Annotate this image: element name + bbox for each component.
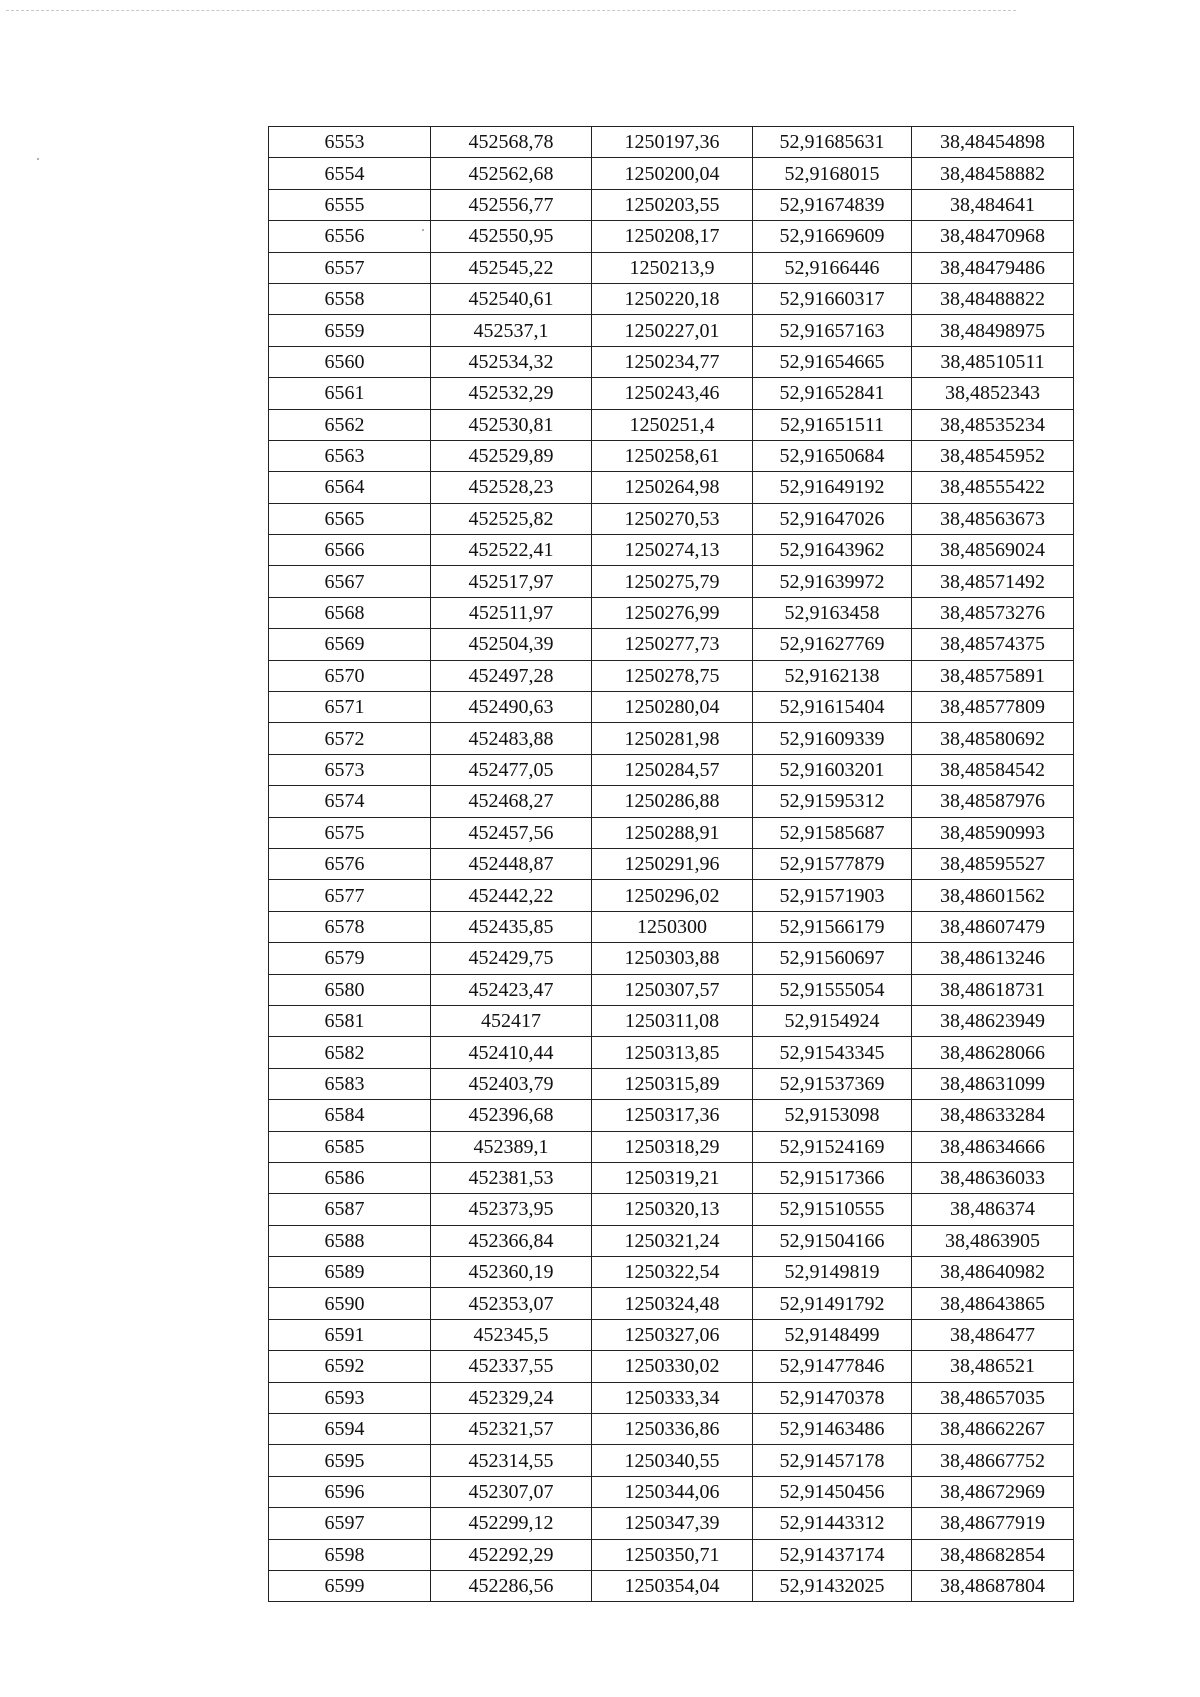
point-number-cell: 6559	[269, 315, 431, 346]
point-number-cell: 6573	[269, 754, 431, 785]
latitude-cell: 52,91685631	[753, 127, 912, 158]
longitude-cell: 38,48590993	[912, 817, 1074, 848]
point-number-cell: 6574	[269, 786, 431, 817]
table-row	[269, 1351, 1074, 1382]
latitude-cell: 52,9153098	[753, 1100, 912, 1131]
point-number-cell: 6557	[269, 252, 431, 283]
x-coordinate-cell: 452529,89	[431, 440, 592, 471]
table-row	[269, 409, 1074, 440]
longitude-cell: 38,48628066	[912, 1037, 1074, 1068]
longitude-cell: 38,48454898	[912, 127, 1074, 158]
point-number-cell: 6599	[269, 1570, 431, 1601]
x-coordinate-cell: 452568,78	[431, 127, 592, 158]
point-number-cell: 6582	[269, 1037, 431, 1068]
latitude-cell: 52,91657163	[753, 315, 912, 346]
point-number-cell: 6578	[269, 911, 431, 942]
point-number-cell: 6594	[269, 1414, 431, 1445]
y-coordinate-cell: 1250275,79	[592, 566, 753, 597]
table-row	[269, 1005, 1074, 1036]
table-row	[269, 503, 1074, 534]
table-row	[269, 848, 1074, 879]
point-number-cell: 6597	[269, 1508, 431, 1539]
latitude-cell: 52,91669609	[753, 221, 912, 252]
y-coordinate-cell: 1250307,57	[592, 974, 753, 1005]
longitude-cell: 38,486477	[912, 1319, 1074, 1350]
longitude-cell: 38,48682854	[912, 1539, 1074, 1570]
point-number-cell: 6588	[269, 1225, 431, 1256]
coordinates-table-body	[269, 127, 1074, 1602]
point-number-cell: 6565	[269, 503, 431, 534]
longitude-cell: 38,48607479	[912, 911, 1074, 942]
y-coordinate-cell: 1250270,53	[592, 503, 753, 534]
longitude-cell: 38,48584542	[912, 754, 1074, 785]
longitude-cell: 38,4852343	[912, 378, 1074, 409]
longitude-cell: 38,48613246	[912, 943, 1074, 974]
scan-speck	[37, 158, 39, 160]
y-coordinate-cell: 1250311,08	[592, 1005, 753, 1036]
table-row	[269, 1382, 1074, 1413]
longitude-cell: 38,48587976	[912, 786, 1074, 817]
latitude-cell: 52,9168015	[753, 158, 912, 189]
table-row	[269, 1508, 1074, 1539]
x-coordinate-cell: 452353,07	[431, 1288, 592, 1319]
point-number-cell: 6581	[269, 1005, 431, 1036]
point-number-cell: 6586	[269, 1162, 431, 1193]
point-number-cell: 6587	[269, 1194, 431, 1225]
x-coordinate-cell: 452530,81	[431, 409, 592, 440]
y-coordinate-cell: 1250243,46	[592, 378, 753, 409]
latitude-cell: 52,91437174	[753, 1539, 912, 1570]
latitude-cell: 52,91470378	[753, 1382, 912, 1413]
y-coordinate-cell: 1250276,99	[592, 597, 753, 628]
longitude-cell: 38,48618731	[912, 974, 1074, 1005]
point-number-cell: 6580	[269, 974, 431, 1005]
x-coordinate-cell: 452457,56	[431, 817, 592, 848]
latitude-cell: 52,91654665	[753, 346, 912, 377]
table-row	[269, 566, 1074, 597]
x-coordinate-cell: 452373,95	[431, 1194, 592, 1225]
table-row	[269, 660, 1074, 691]
x-coordinate-cell: 452532,29	[431, 378, 592, 409]
table-row	[269, 1476, 1074, 1507]
point-number-cell: 6577	[269, 880, 431, 911]
x-coordinate-cell: 452545,22	[431, 252, 592, 283]
latitude-cell: 52,91443312	[753, 1508, 912, 1539]
longitude-cell: 38,484641	[912, 189, 1074, 220]
y-coordinate-cell: 1250277,73	[592, 629, 753, 660]
table-row	[269, 943, 1074, 974]
x-coordinate-cell: 452517,97	[431, 566, 592, 597]
longitude-cell: 38,48563673	[912, 503, 1074, 534]
x-coordinate-cell: 452321,57	[431, 1414, 592, 1445]
y-coordinate-cell: 1250296,02	[592, 880, 753, 911]
y-coordinate-cell: 1250317,36	[592, 1100, 753, 1131]
latitude-cell: 52,91571903	[753, 880, 912, 911]
x-coordinate-cell: 452286,56	[431, 1570, 592, 1601]
point-number-cell: 6554	[269, 158, 431, 189]
longitude-cell: 38,48677919	[912, 1508, 1074, 1539]
table-row	[269, 754, 1074, 785]
longitude-cell: 38,48479486	[912, 252, 1074, 283]
latitude-cell: 52,91517366	[753, 1162, 912, 1193]
point-number-cell: 6570	[269, 660, 431, 691]
y-coordinate-cell: 1250274,13	[592, 535, 753, 566]
y-coordinate-cell: 1250344,06	[592, 1476, 753, 1507]
y-coordinate-cell: 1250286,88	[592, 786, 753, 817]
y-coordinate-cell: 1250340,55	[592, 1445, 753, 1476]
table-row	[269, 158, 1074, 189]
table-row	[269, 786, 1074, 817]
point-number-cell: 6590	[269, 1288, 431, 1319]
longitude-cell: 38,48595527	[912, 848, 1074, 879]
x-coordinate-cell: 452337,55	[431, 1351, 592, 1382]
longitude-cell: 38,48636033	[912, 1162, 1074, 1193]
table-row	[269, 629, 1074, 660]
latitude-cell: 52,91660317	[753, 283, 912, 314]
latitude-cell: 52,91585687	[753, 817, 912, 848]
latitude-cell: 52,91577879	[753, 848, 912, 879]
point-number-cell: 6568	[269, 597, 431, 628]
y-coordinate-cell: 1250324,48	[592, 1288, 753, 1319]
latitude-cell: 52,91651511	[753, 409, 912, 440]
y-coordinate-cell: 1250336,86	[592, 1414, 753, 1445]
x-coordinate-cell: 452389,1	[431, 1131, 592, 1162]
latitude-cell: 52,91652841	[753, 378, 912, 409]
y-coordinate-cell: 1250264,98	[592, 472, 753, 503]
table-row	[269, 817, 1074, 848]
y-coordinate-cell: 1250251,4	[592, 409, 753, 440]
latitude-cell: 52,91674839	[753, 189, 912, 220]
point-number-cell: 6589	[269, 1257, 431, 1288]
table-row	[269, 127, 1074, 158]
table-row	[269, 1445, 1074, 1476]
y-coordinate-cell: 1250327,06	[592, 1319, 753, 1350]
table-row	[269, 1162, 1074, 1193]
longitude-cell: 38,48574375	[912, 629, 1074, 660]
x-coordinate-cell: 452410,44	[431, 1037, 592, 1068]
latitude-cell: 52,91627769	[753, 629, 912, 660]
latitude-cell: 52,91524169	[753, 1131, 912, 1162]
point-number-cell: 6579	[269, 943, 431, 974]
table-row	[269, 472, 1074, 503]
x-coordinate-cell: 452490,63	[431, 692, 592, 723]
y-coordinate-cell: 1250197,36	[592, 127, 753, 158]
y-coordinate-cell: 1250303,88	[592, 943, 753, 974]
latitude-cell: 52,91649192	[753, 472, 912, 503]
longitude-cell: 38,4863905	[912, 1225, 1074, 1256]
table-row	[269, 1539, 1074, 1570]
latitude-cell: 52,91463486	[753, 1414, 912, 1445]
x-coordinate-cell: 452550,95	[431, 221, 592, 252]
longitude-cell: 38,48571492	[912, 566, 1074, 597]
x-coordinate-cell: 452537,1	[431, 315, 592, 346]
latitude-cell: 52,9149819	[753, 1257, 912, 1288]
latitude-cell: 52,91603201	[753, 754, 912, 785]
table-row	[269, 535, 1074, 566]
x-coordinate-cell: 452556,77	[431, 189, 592, 220]
latitude-cell: 52,91609339	[753, 723, 912, 754]
x-coordinate-cell: 452442,22	[431, 880, 592, 911]
y-coordinate-cell: 1250258,61	[592, 440, 753, 471]
latitude-cell: 52,91595312	[753, 786, 912, 817]
longitude-cell: 38,48634666	[912, 1131, 1074, 1162]
x-coordinate-cell: 452366,84	[431, 1225, 592, 1256]
y-coordinate-cell: 1250319,21	[592, 1162, 753, 1193]
longitude-cell: 38,48577809	[912, 692, 1074, 723]
longitude-cell: 38,48470968	[912, 221, 1074, 252]
longitude-cell: 38,48488822	[912, 283, 1074, 314]
y-coordinate-cell: 1250318,29	[592, 1131, 753, 1162]
y-coordinate-cell: 1250220,18	[592, 283, 753, 314]
y-coordinate-cell: 1250203,55	[592, 189, 753, 220]
table-row	[269, 880, 1074, 911]
x-coordinate-cell: 452468,27	[431, 786, 592, 817]
longitude-cell: 38,48601562	[912, 880, 1074, 911]
x-coordinate-cell: 452497,28	[431, 660, 592, 691]
longitude-cell: 38,48569024	[912, 535, 1074, 566]
latitude-cell: 52,91491792	[753, 1288, 912, 1319]
y-coordinate-cell: 1250234,77	[592, 346, 753, 377]
table-row	[269, 440, 1074, 471]
latitude-cell: 52,9162138	[753, 660, 912, 691]
x-coordinate-cell: 452423,47	[431, 974, 592, 1005]
point-number-cell: 6575	[269, 817, 431, 848]
point-number-cell: 6572	[269, 723, 431, 754]
latitude-cell: 52,91555054	[753, 974, 912, 1005]
coordinates-table	[268, 126, 1074, 1602]
table-row	[269, 315, 1074, 346]
x-coordinate-cell: 452360,19	[431, 1257, 592, 1288]
point-number-cell: 6564	[269, 472, 431, 503]
table-row	[269, 1225, 1074, 1256]
point-number-cell: 6598	[269, 1539, 431, 1570]
x-coordinate-cell: 452396,68	[431, 1100, 592, 1131]
y-coordinate-cell: 1250347,39	[592, 1508, 753, 1539]
y-coordinate-cell: 1250321,24	[592, 1225, 753, 1256]
x-coordinate-cell: 452525,82	[431, 503, 592, 534]
longitude-cell: 38,48580692	[912, 723, 1074, 754]
table-row	[269, 692, 1074, 723]
y-coordinate-cell: 1250280,04	[592, 692, 753, 723]
longitude-cell: 38,48510511	[912, 346, 1074, 377]
latitude-cell: 52,91650684	[753, 440, 912, 471]
table-row	[269, 221, 1074, 252]
latitude-cell: 52,91647026	[753, 503, 912, 534]
longitude-cell: 38,48545952	[912, 440, 1074, 471]
point-number-cell: 6553	[269, 127, 431, 158]
longitude-cell: 38,48575891	[912, 660, 1074, 691]
point-number-cell: 6562	[269, 409, 431, 440]
longitude-cell: 38,48555422	[912, 472, 1074, 503]
longitude-cell: 38,48458882	[912, 158, 1074, 189]
x-coordinate-cell: 452314,55	[431, 1445, 592, 1476]
y-coordinate-cell: 1250284,57	[592, 754, 753, 785]
latitude-cell: 52,91432025	[753, 1570, 912, 1601]
table-row	[269, 911, 1074, 942]
point-number-cell: 6596	[269, 1476, 431, 1507]
point-number-cell: 6567	[269, 566, 431, 597]
x-coordinate-cell: 452429,75	[431, 943, 592, 974]
latitude-cell: 52,91566179	[753, 911, 912, 942]
longitude-cell: 38,48631099	[912, 1068, 1074, 1099]
table-row	[269, 1100, 1074, 1131]
point-number-cell: 6566	[269, 535, 431, 566]
x-coordinate-cell: 452435,85	[431, 911, 592, 942]
point-number-cell: 6583	[269, 1068, 431, 1099]
x-coordinate-cell: 452345,5	[431, 1319, 592, 1350]
x-coordinate-cell: 452403,79	[431, 1068, 592, 1099]
longitude-cell: 38,48535234	[912, 409, 1074, 440]
point-number-cell: 6571	[269, 692, 431, 723]
y-coordinate-cell: 1250315,89	[592, 1068, 753, 1099]
scan-edge-line	[6, 10, 1016, 11]
latitude-cell: 52,91450456	[753, 1476, 912, 1507]
point-number-cell: 6595	[269, 1445, 431, 1476]
y-coordinate-cell: 1250213,9	[592, 252, 753, 283]
longitude-cell: 38,48640982	[912, 1257, 1074, 1288]
latitude-cell: 52,91457178	[753, 1445, 912, 1476]
y-coordinate-cell: 1250208,17	[592, 221, 753, 252]
point-number-cell: 6569	[269, 629, 431, 660]
longitude-cell: 38,48672969	[912, 1476, 1074, 1507]
x-coordinate-cell: 452534,32	[431, 346, 592, 377]
y-coordinate-cell: 1250333,34	[592, 1382, 753, 1413]
latitude-cell: 52,91477846	[753, 1351, 912, 1382]
latitude-cell: 52,91543345	[753, 1037, 912, 1068]
point-number-cell: 6591	[269, 1319, 431, 1350]
longitude-cell: 38,48498975	[912, 315, 1074, 346]
point-number-cell: 6593	[269, 1382, 431, 1413]
y-coordinate-cell: 1250354,04	[592, 1570, 753, 1601]
y-coordinate-cell: 1250281,98	[592, 723, 753, 754]
x-coordinate-cell: 452540,61	[431, 283, 592, 314]
table-row	[269, 1319, 1074, 1350]
table-row	[269, 1131, 1074, 1162]
latitude-cell: 52,91560697	[753, 943, 912, 974]
x-coordinate-cell: 452381,53	[431, 1162, 592, 1193]
table-row	[269, 1068, 1074, 1099]
latitude-cell: 52,91643962	[753, 535, 912, 566]
latitude-cell: 52,91510555	[753, 1194, 912, 1225]
x-coordinate-cell: 452477,05	[431, 754, 592, 785]
y-coordinate-cell: 1250300	[592, 911, 753, 942]
y-coordinate-cell: 1250200,04	[592, 158, 753, 189]
table-row	[269, 1288, 1074, 1319]
latitude-cell: 52,9163458	[753, 597, 912, 628]
table-row	[269, 1257, 1074, 1288]
x-coordinate-cell: 452522,41	[431, 535, 592, 566]
point-number-cell: 6561	[269, 378, 431, 409]
table-row	[269, 346, 1074, 377]
y-coordinate-cell: 1250291,96	[592, 848, 753, 879]
latitude-cell: 52,91537369	[753, 1068, 912, 1099]
longitude-cell: 38,48687804	[912, 1570, 1074, 1601]
x-coordinate-cell: 452417	[431, 1005, 592, 1036]
x-coordinate-cell: 452299,12	[431, 1508, 592, 1539]
table-row	[269, 1414, 1074, 1445]
point-number-cell: 6592	[269, 1351, 431, 1382]
longitude-cell: 38,486374	[912, 1194, 1074, 1225]
y-coordinate-cell: 1250330,02	[592, 1351, 753, 1382]
x-coordinate-cell: 452562,68	[431, 158, 592, 189]
x-coordinate-cell: 452329,24	[431, 1382, 592, 1413]
longitude-cell: 38,48643865	[912, 1288, 1074, 1319]
longitude-cell: 38,48662267	[912, 1414, 1074, 1445]
x-coordinate-cell: 452504,39	[431, 629, 592, 660]
x-coordinate-cell: 452483,88	[431, 723, 592, 754]
latitude-cell: 52,91615404	[753, 692, 912, 723]
point-number-cell: 6558	[269, 283, 431, 314]
latitude-cell: 52,9166446	[753, 252, 912, 283]
table-row	[269, 723, 1074, 754]
longitude-cell: 38,486521	[912, 1351, 1074, 1382]
point-number-cell: 6584	[269, 1100, 431, 1131]
x-coordinate-cell: 452511,97	[431, 597, 592, 628]
point-number-cell: 6563	[269, 440, 431, 471]
latitude-cell: 52,91504166	[753, 1225, 912, 1256]
point-number-cell: 6585	[269, 1131, 431, 1162]
x-coordinate-cell: 452307,07	[431, 1476, 592, 1507]
point-number-cell: 6560	[269, 346, 431, 377]
longitude-cell: 38,48573276	[912, 597, 1074, 628]
latitude-cell: 52,9154924	[753, 1005, 912, 1036]
table-row	[269, 378, 1074, 409]
latitude-cell: 52,9148499	[753, 1319, 912, 1350]
y-coordinate-cell: 1250350,71	[592, 1539, 753, 1570]
x-coordinate-cell: 452292,29	[431, 1539, 592, 1570]
longitude-cell: 38,48667752	[912, 1445, 1074, 1476]
point-number-cell: 6555	[269, 189, 431, 220]
x-coordinate-cell: 452448,87	[431, 848, 592, 879]
y-coordinate-cell: 1250322,54	[592, 1257, 753, 1288]
table-row	[269, 189, 1074, 220]
point-number-cell: 6556	[269, 221, 431, 252]
longitude-cell: 38,48623949	[912, 1005, 1074, 1036]
table-row	[269, 1194, 1074, 1225]
y-coordinate-cell: 1250227,01	[592, 315, 753, 346]
coordinates-table-container	[268, 126, 1074, 1602]
table-row	[269, 1570, 1074, 1601]
y-coordinate-cell: 1250320,13	[592, 1194, 753, 1225]
y-coordinate-cell: 1250313,85	[592, 1037, 753, 1068]
point-number-cell: 6576	[269, 848, 431, 879]
x-coordinate-cell: 452528,23	[431, 472, 592, 503]
latitude-cell: 52,91639972	[753, 566, 912, 597]
y-coordinate-cell: 1250278,75	[592, 660, 753, 691]
longitude-cell: 38,48633284	[912, 1100, 1074, 1131]
y-coordinate-cell: 1250288,91	[592, 817, 753, 848]
table-row	[269, 252, 1074, 283]
table-row	[269, 974, 1074, 1005]
longitude-cell: 38,48657035	[912, 1382, 1074, 1413]
table-row	[269, 1037, 1074, 1068]
table-row	[269, 597, 1074, 628]
table-row	[269, 283, 1074, 314]
